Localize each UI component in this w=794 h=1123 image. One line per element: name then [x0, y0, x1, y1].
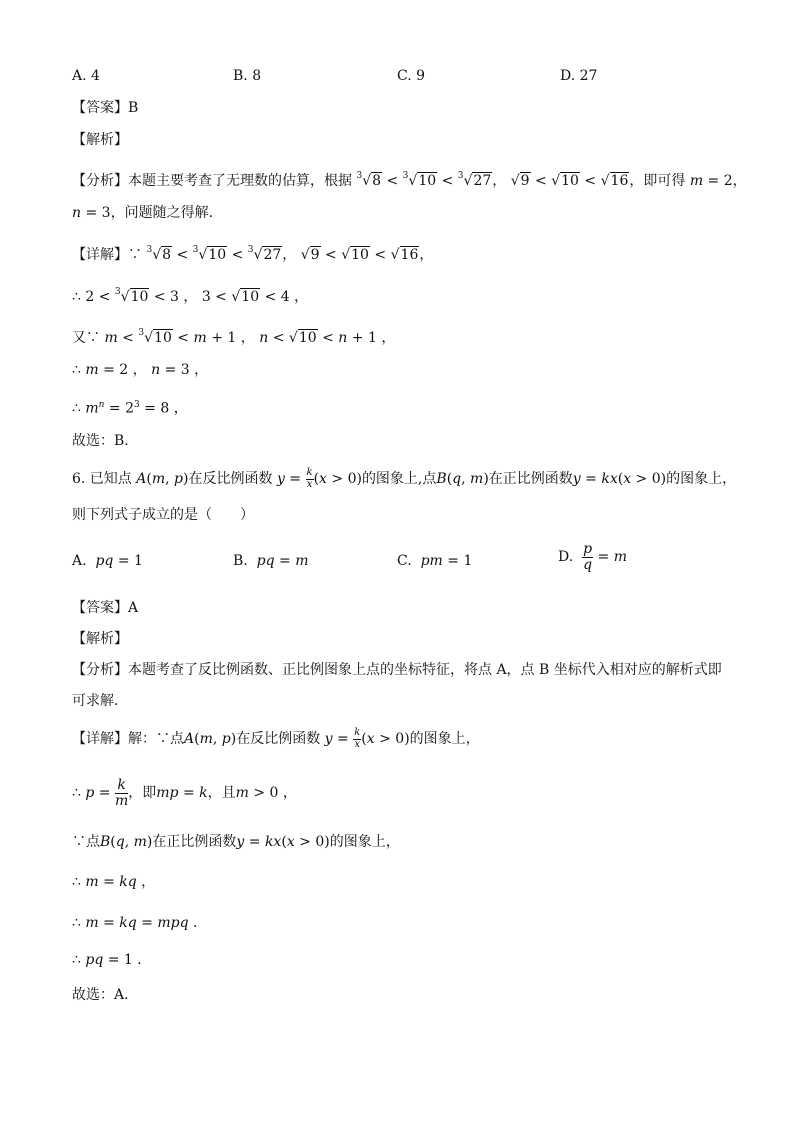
q5-option-a: A. 4: [72, 68, 100, 84]
q6-detail-line2: ∴ p = $\frac{k}{m}$ ，即mp = k，且m > 0 ，: [72, 777, 297, 809]
q6-option-d-label: D.: [558, 549, 574, 566]
q6-stem-text5: 的图象上，: [666, 471, 737, 487]
q6-option-a: A. pq = 1: [72, 553, 143, 569]
q5-option-c: C. 9: [397, 68, 426, 84]
q6-stem-line2: 则下列式子成立的是（ ）: [72, 507, 254, 523]
q6-detail-text3c: 的图象上，: [329, 834, 400, 850]
q6-detail-line6: ∴ pq = 1 ．: [72, 952, 152, 968]
q6-detail-text2b: ，即: [128, 785, 157, 802]
math-expr: √9 < √10 < √16: [300, 247, 419, 263]
q5-detail-line3: 又∵ m < 3√10 < m + 1 ， n < √10 < n + 1 ，: [72, 328, 396, 346]
q5-option-b: B. 8: [233, 68, 262, 84]
q6-detail-line3: ∵点B(q, m)在正比例函数y = kx(x > 0)的图象上，: [72, 834, 400, 850]
q6-answer: 【答案】A: [72, 600, 139, 616]
q6-detail-text2c: ，且: [207, 785, 236, 802]
q6-fenxi-line2: 可求解．: [72, 693, 128, 709]
q6-option-c: C. pm = 1: [397, 553, 473, 569]
q6-detail-text3a: ∵点: [72, 834, 100, 850]
q6-stem-text3: 的图象上,点: [361, 471, 437, 487]
q6-detail-text1a: 解：∵点: [128, 731, 184, 747]
q5-detail-line1: 【详解】∵ 3√8 < 3√10 < 3√27， √9 < √10 < √16，: [72, 245, 434, 263]
math-expr: n = 3: [72, 205, 111, 221]
q6-detail-line5: ∴ m = kq = mpq ．: [72, 915, 208, 931]
q6-detail-text3b: 在正比例函数: [152, 834, 237, 850]
q6-option-b-label: B.: [233, 553, 248, 569]
q6-stem-text4: 在正比例函数: [488, 471, 573, 487]
q6-detail-text1b: 在反比例函数: [236, 731, 321, 747]
q5-detail-tag: 【详解】: [72, 247, 128, 263]
q6-option-a-label: A.: [72, 553, 87, 569]
q5-fenxi-text1: 本题主要考查了无理数的估算，根据: [128, 173, 352, 189]
math-expr: m = 2: [689, 173, 733, 189]
math-expr: √9 < √10 < √16: [510, 173, 629, 189]
q5-fenxi-line1: 【分析】本题主要考查了无理数的估算，根据 3√8 < 3√10 < 3√27， √9 < √10 < √16，即可得 m = 2，: [72, 171, 747, 189]
q6-analysis-label: 【解析】: [72, 631, 128, 647]
q6-detail-tag: 【详解】: [72, 731, 128, 747]
q5-option-d: D. 27: [560, 68, 598, 84]
q5-analysis-label: 【解析】: [72, 132, 128, 148]
q5-fenxi-text2: ，即可得: [629, 173, 686, 189]
q5-select: 故选：B．: [72, 433, 139, 449]
q5-fenxi-tag: 【分析】: [72, 173, 128, 189]
q6-detail-line4: ∴ m = kq ，: [72, 874, 156, 890]
q5-detail-line5: ∴ $m^n = 2^3 = 8$ ，: [72, 400, 188, 417]
q6-fenxi-text1: 本题考查了反比例函数、正比例图象上点的坐标特征，将点 A，点 B 坐标代入相对应的解析式即: [128, 662, 722, 678]
math-expr: 3√8 < 3√10 < 3√27: [146, 245, 282, 263]
q5-fenxi-line2: [72, 203, 223, 223]
q6-option-c-label: C.: [397, 553, 412, 569]
q6-fenxi-tag: 【分析】: [72, 662, 128, 678]
q6-stem-line1: 6. 已知点 A(m, p)在反比例函数 y = $\frac{k}{x}$ (x > 0)的图象上,点B(q, m)在正比例函数y = kx(x > 0)的图象上，: [72, 467, 737, 490]
q6-option-b: B. pq = m: [233, 553, 309, 569]
q6-select: 故选：A．: [72, 987, 139, 1003]
q6-option-d: D. $\frac{p}{q}$ = m: [558, 541, 627, 573]
math-expr: 3√8 < 3√10 < 3√27: [356, 171, 492, 189]
q5-answer: 【答案】B: [72, 100, 139, 116]
q6-fenxi-line1: [72, 660, 722, 680]
q5-detail-line2: ∴ 2 < 3√10 < 3 ， 3 < √10 < 4 ，: [72, 287, 309, 305]
q5-detail-line4: ∴ m = 2 ， n = 3 ，: [72, 362, 209, 378]
q6-detail-line1: 【详解】解：∵点A(m, p)在反比例函数 y = $\frac{k}{x}$ (x > 0)的图象上，: [72, 727, 480, 750]
q6-detail-text1c: 的图象上，: [409, 731, 480, 747]
q6-stem-text2: 在反比例函数: [188, 471, 273, 487]
q5-fenxi-text3: ，问题随之得解．: [110, 205, 223, 221]
q6-stem-text1: 6. 已知点: [72, 471, 132, 487]
